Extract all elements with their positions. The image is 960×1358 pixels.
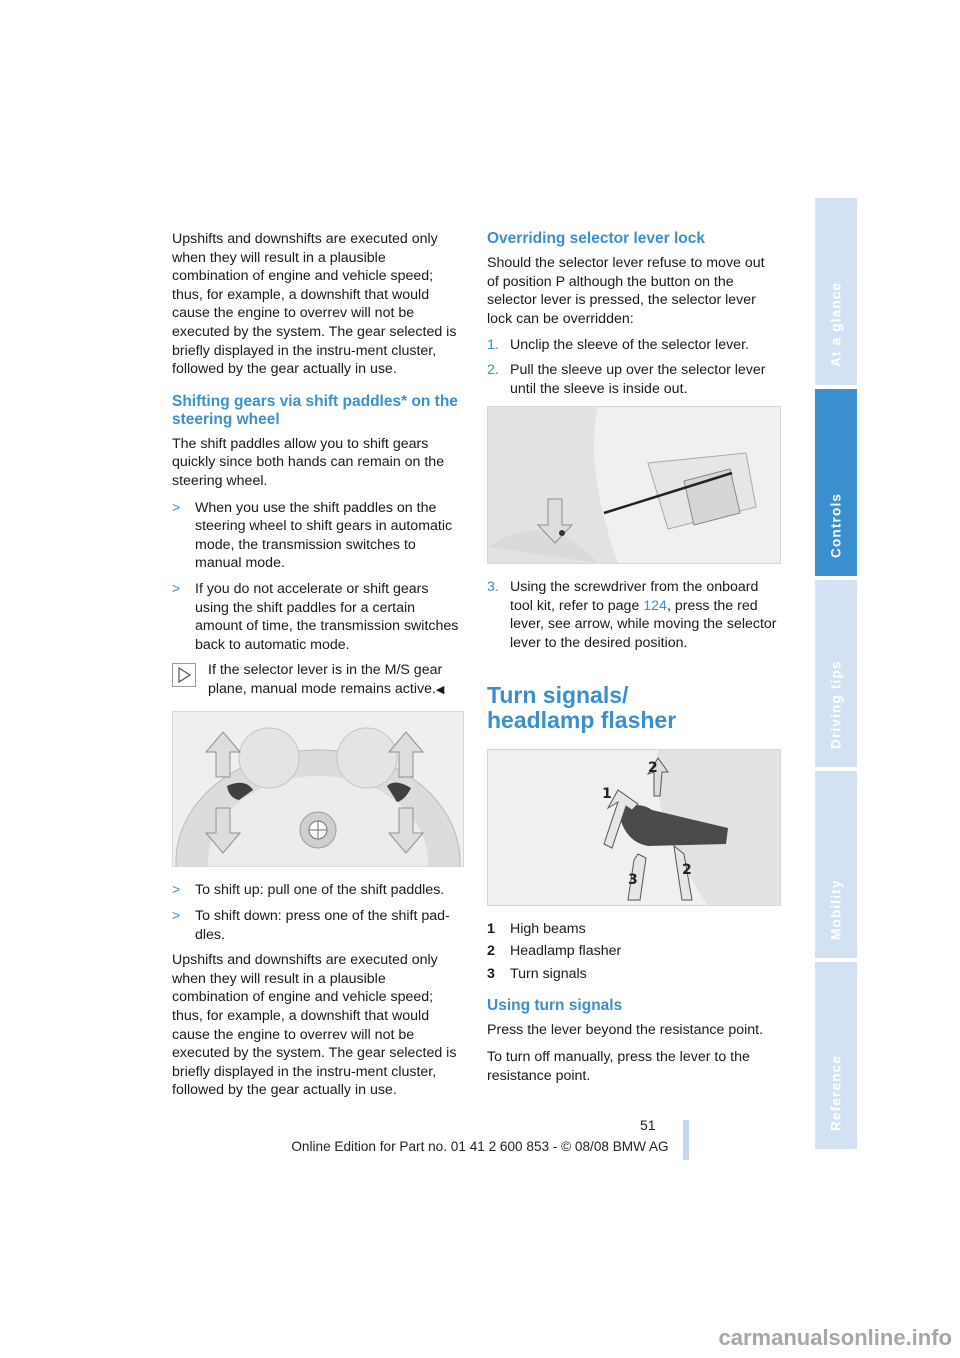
svg-text:2: 2 — [648, 759, 658, 776]
step-number: 1. — [487, 337, 499, 354]
bullet-text: To shift up: pull one of the shift paddles. — [195, 882, 445, 899]
tab-controls[interactable] — [815, 389, 857, 580]
step-text-after: , press the red lever, see arrow, while moving the selector lever to the desired position. — [510, 597, 777, 651]
tab-driving-tips[interactable] — [815, 580, 857, 771]
left-column — [172, 230, 464, 1108]
step-text-before: Using the screwdriver from the onboard tool kit, refer to page — [510, 579, 759, 614]
list-item — [172, 881, 464, 900]
bullet-marker: > — [172, 882, 181, 899]
figure-selector-lever — [487, 406, 781, 564]
tab-label: At a glance — [828, 281, 844, 367]
bullet-marker: > — [172, 908, 181, 925]
svg-text:2: 2 — [682, 861, 692, 878]
figure-steering-wheel-paddles — [172, 711, 464, 867]
step-text: Pull the sleeve up over the selector lever until the sleeve is inside out. — [510, 361, 766, 397]
tab-mobility[interactable] — [815, 771, 857, 962]
tab-at-a-glance[interactable] — [815, 198, 857, 389]
using-paragraph-2: To turn off manually, press the lever to the resistance point. — [487, 1048, 750, 1084]
tab-label: Mobility — [828, 879, 844, 940]
bullet-marker: > — [172, 499, 181, 516]
legend-number: 1 — [487, 920, 495, 937]
end-mark-icon: ◀ — [435, 683, 445, 696]
watermark: carmanualsonline.info — [718, 1325, 952, 1350]
step-text: Unclip the sleeve of the selector lever. — [510, 337, 749, 354]
step-number: 2. — [487, 361, 499, 378]
selector-lever-illustration — [488, 407, 780, 563]
heading-turn-line1: Turn signals/ — [487, 681, 629, 708]
heading-shift-paddles: Shifting gears via shift paddles* on the steering wheel — [172, 392, 458, 428]
tab-label: Driving tips — [828, 660, 844, 749]
turn-signal-illustration — [488, 750, 780, 905]
note-box — [172, 661, 464, 699]
svg-text:1: 1 — [602, 785, 612, 802]
list-item — [172, 499, 464, 573]
bullet-marker: > — [172, 580, 181, 597]
note-text: If the selector lever is in the M/S gear plane, manual mode remains active. — [208, 662, 443, 697]
figure-turn-signal-lever — [487, 749, 781, 906]
step-item — [487, 361, 780, 398]
bullet-text: If you do not accelerate or shift gears using the shift paddles for a certain amount of time, the transmission switches back to automatic mode. — [195, 580, 459, 653]
right-column — [487, 230, 780, 1093]
page-number: 51 — [640, 1117, 656, 1133]
tab-label: Reference — [828, 1054, 844, 1131]
heading-override: Overriding selector lever lock — [487, 230, 705, 247]
legend-text: Headlamp flasher — [510, 943, 622, 960]
step-item — [487, 578, 780, 652]
legend-item — [487, 942, 780, 961]
legend-text: Turn signals — [510, 965, 587, 982]
steering-wheel-illustration — [173, 712, 463, 866]
list-item — [172, 907, 464, 944]
svg-text:3: 3 — [628, 871, 638, 888]
bullet-text: To shift down: press one of the shift pad-dles. — [195, 908, 450, 943]
closing-paragraph: Upshifts and downshifts are executed only when they will result in a plausible combination of engine and vehicle speed; thus, for example, a downshift that would cause the engine to overrev will not be executed by the system. The gear selected is briefly displayed in the instru-ment cluster, followed by the gear actually in use. — [172, 952, 457, 1099]
chapter-tabs — [815, 198, 857, 1153]
using-paragraph-1: Press the lever beyond the resistance point. — [487, 1022, 764, 1039]
legend-number: 3 — [487, 965, 495, 982]
tab-reference[interactable] — [815, 962, 857, 1153]
step-number: 3. — [487, 579, 499, 596]
page-link[interactable]: 124 — [643, 597, 667, 614]
paddles-paragraph: The shift paddles allow you to shift gears quickly since both hands can remain on the steering wheel. — [172, 435, 445, 489]
heading-using-turn-signals: Using turn signals — [487, 997, 623, 1015]
heading-turn-signals — [487, 683, 780, 733]
legend-item — [487, 965, 780, 984]
heading-turn-line2: headlamp flasher — [487, 706, 677, 733]
legend-number: 2 — [487, 943, 495, 960]
footer-text: Online Edition for Part no. 01 41 2 600 853 - © 08/08 BMW AG — [291, 1139, 669, 1154]
legend-item — [487, 920, 780, 939]
step-item — [487, 336, 780, 355]
list-item — [172, 580, 464, 654]
tab-label: Controls — [828, 492, 844, 558]
bullet-text: When you use the shift paddles on the steering wheel to shift gears in automatic mode, the transmission switches to manual mode. — [195, 499, 453, 572]
intro-paragraph: Upshifts and downshifts are executed only when they will result in a plausible combination of engine and vehicle speed; thus, for example, a downshift that would cause the engine to overrev will not be executed by the system. The gear selected is briefly displayed in the instru-ment cluster, followed by the gear actually in use. — [172, 231, 457, 378]
override-paragraph: Should the selector lever refuse to move out of position P although the button on the selector lever is pressed, the selector lever lock can be overridden: — [487, 255, 765, 327]
legend-text: High beams — [510, 920, 586, 937]
note-triangle-icon — [172, 663, 196, 687]
